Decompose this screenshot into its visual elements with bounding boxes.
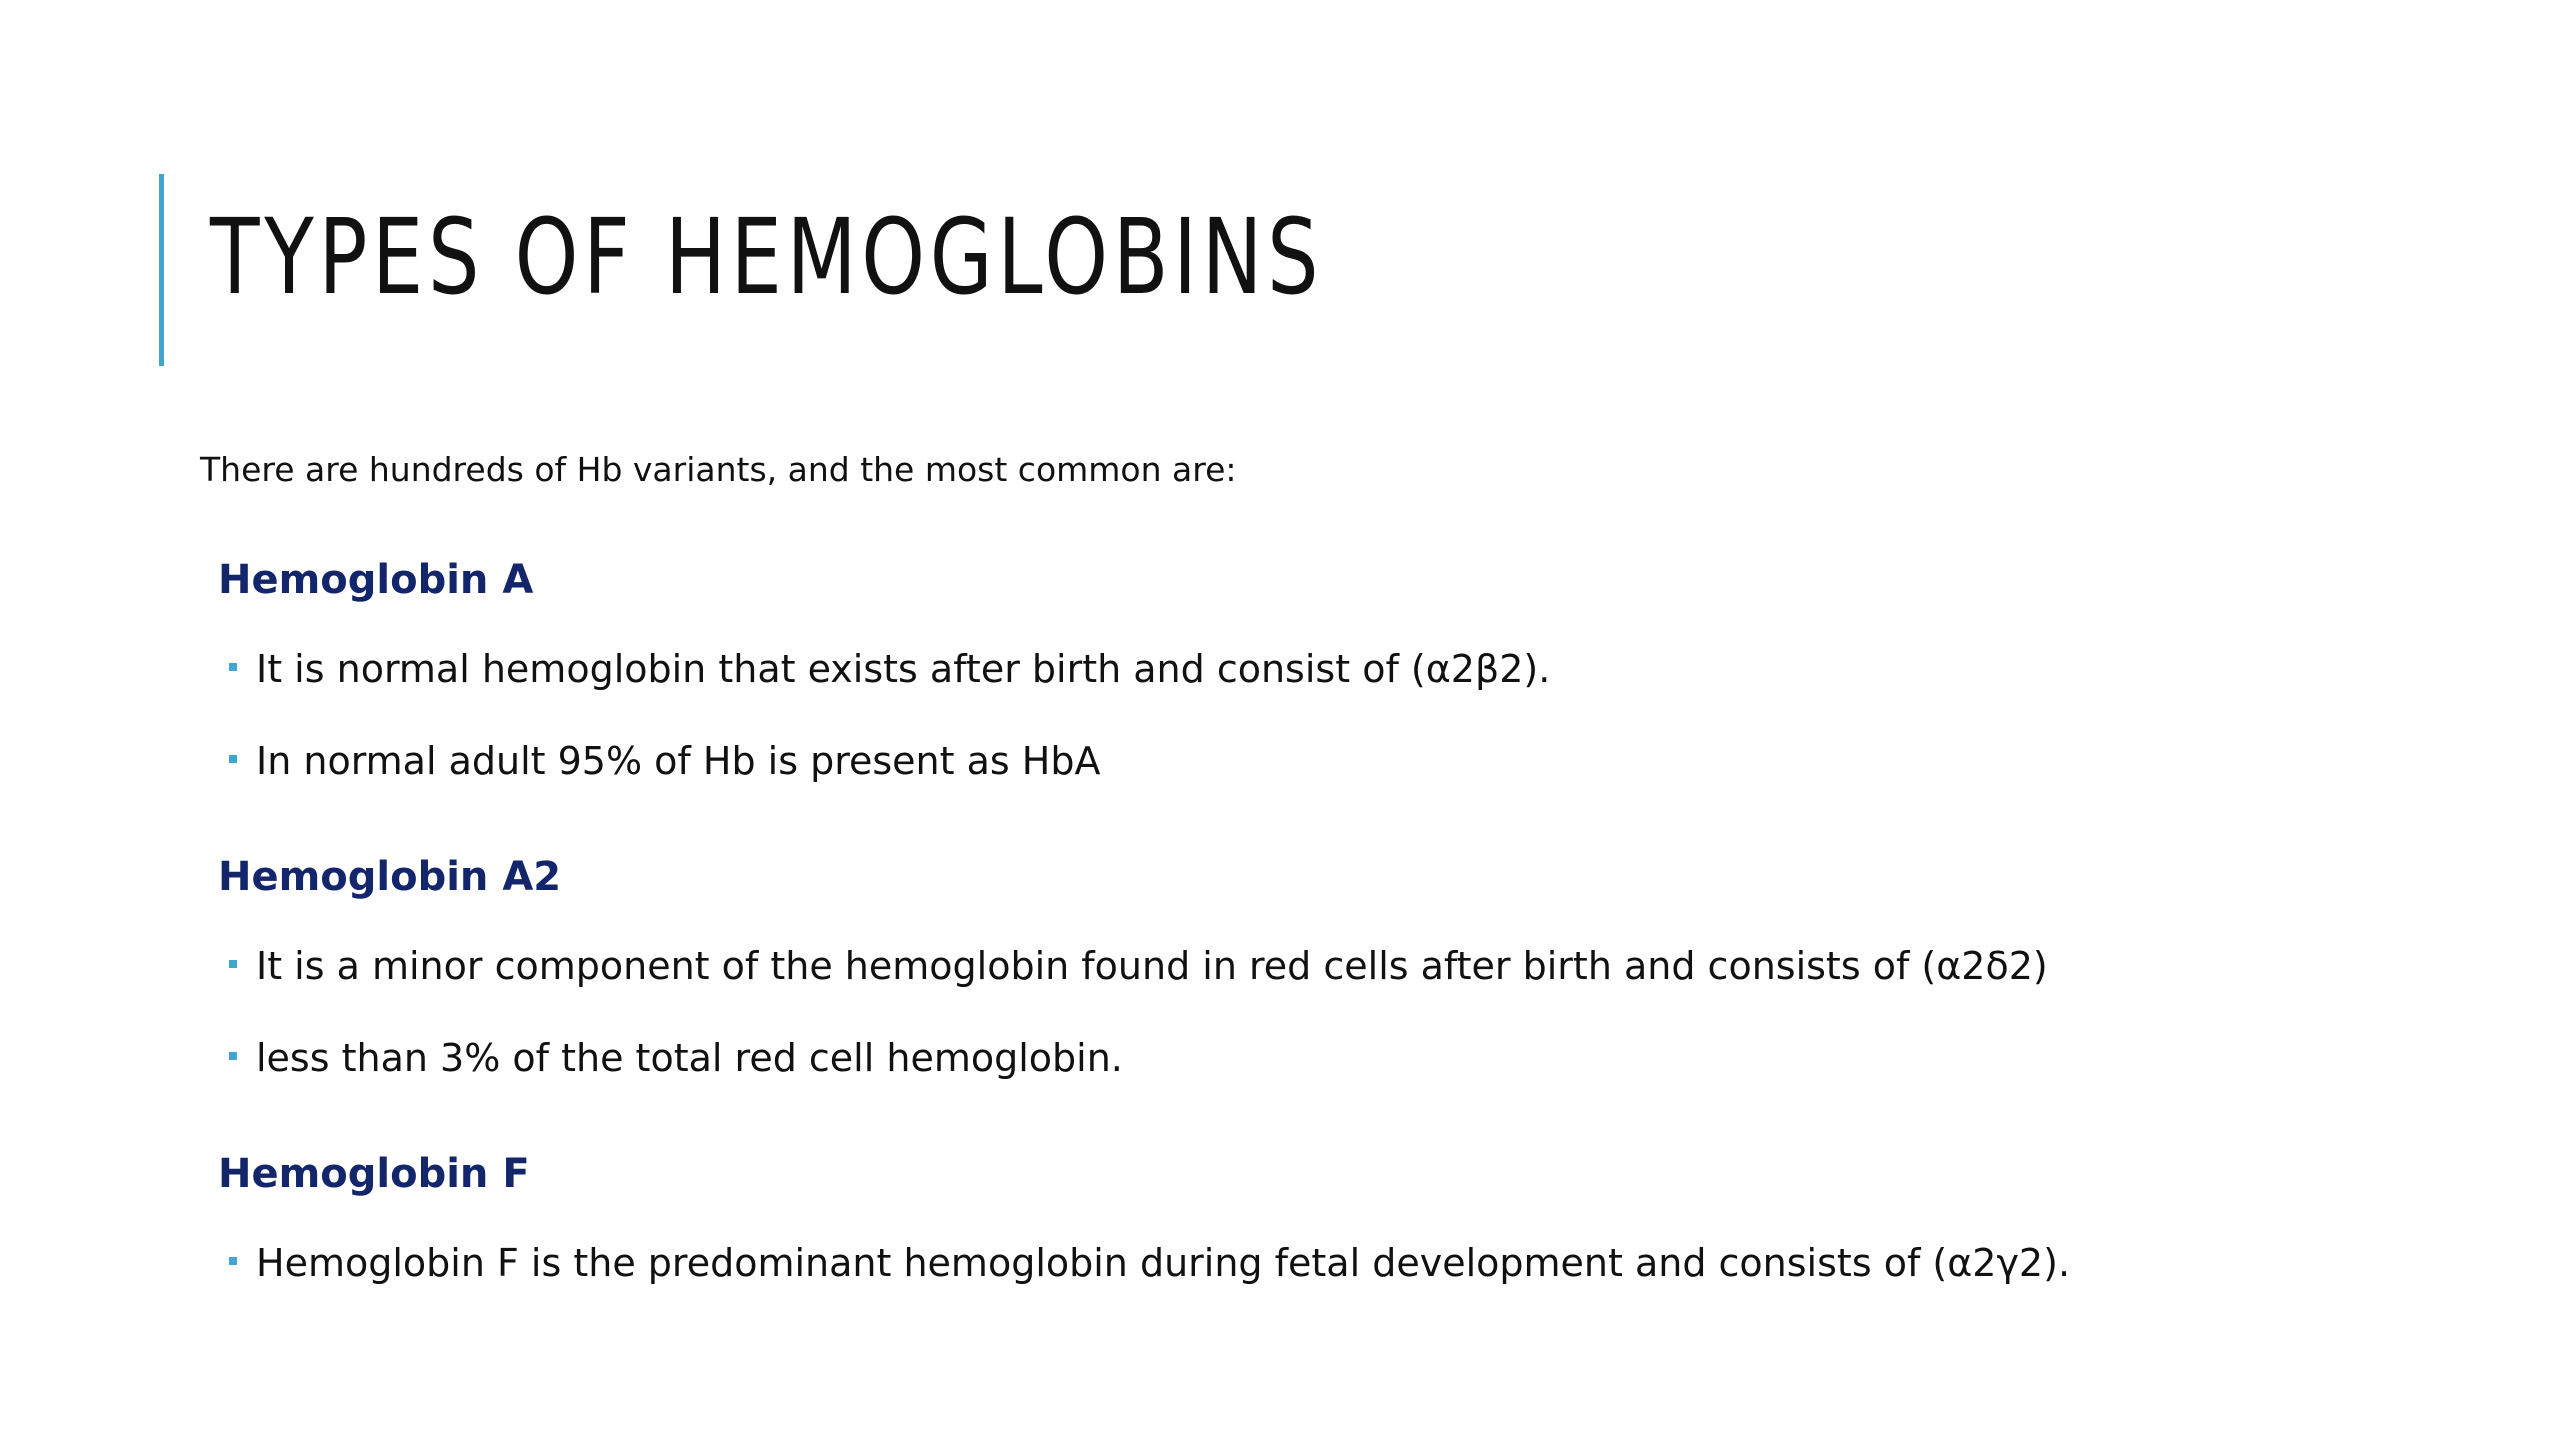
- section-heading: Hemoglobin F: [218, 1151, 530, 1197]
- bullet-text: In normal adult 95% of Hb is present as HbA: [256, 739, 1101, 783]
- section-hemoglobin-f: [218, 1151, 2418, 1285]
- title-accent-bar: [159, 174, 164, 366]
- intro-text: There are hundreds of Hb variants, and the most common are:: [200, 450, 1237, 489]
- bullet-item: [218, 1241, 2418, 1285]
- bullet-text: less than 3% of the total red cell hemoglobin.: [256, 1036, 1123, 1080]
- bullet-list: [218, 1241, 2418, 1285]
- section-hemoglobin-a: [218, 557, 2418, 783]
- bullet-text: Hemoglobin F is the predominant hemoglobin during fetal development and consists of (α2γ2).: [256, 1241, 2071, 1285]
- square-bullet-icon: [229, 1052, 237, 1060]
- section-hemoglobin-a2: [218, 854, 2418, 1080]
- square-bullet-icon: [229, 960, 237, 968]
- bullet-list: [218, 944, 2418, 1080]
- bullet-item: [218, 944, 2418, 988]
- bullet-text: It is normal hemoglobin that exists after birth and consist of (α2β2).: [256, 647, 1551, 691]
- bullet-item: [218, 647, 2418, 691]
- square-bullet-icon: [229, 663, 237, 671]
- bullet-list: [218, 647, 2418, 783]
- bullet-text: It is a minor component of the hemoglobin found in red cells after birth and consists of (α2δ2): [256, 944, 2048, 988]
- square-bullet-icon: [229, 1257, 237, 1265]
- section-heading: Hemoglobin A2: [218, 854, 562, 900]
- section-heading: Hemoglobin A: [218, 557, 534, 603]
- slide-title: TYPES OF HEMOGLOBINS: [210, 196, 1324, 318]
- bullet-item: [218, 1036, 2418, 1080]
- bullet-item: [218, 739, 2418, 783]
- square-bullet-icon: [229, 755, 237, 763]
